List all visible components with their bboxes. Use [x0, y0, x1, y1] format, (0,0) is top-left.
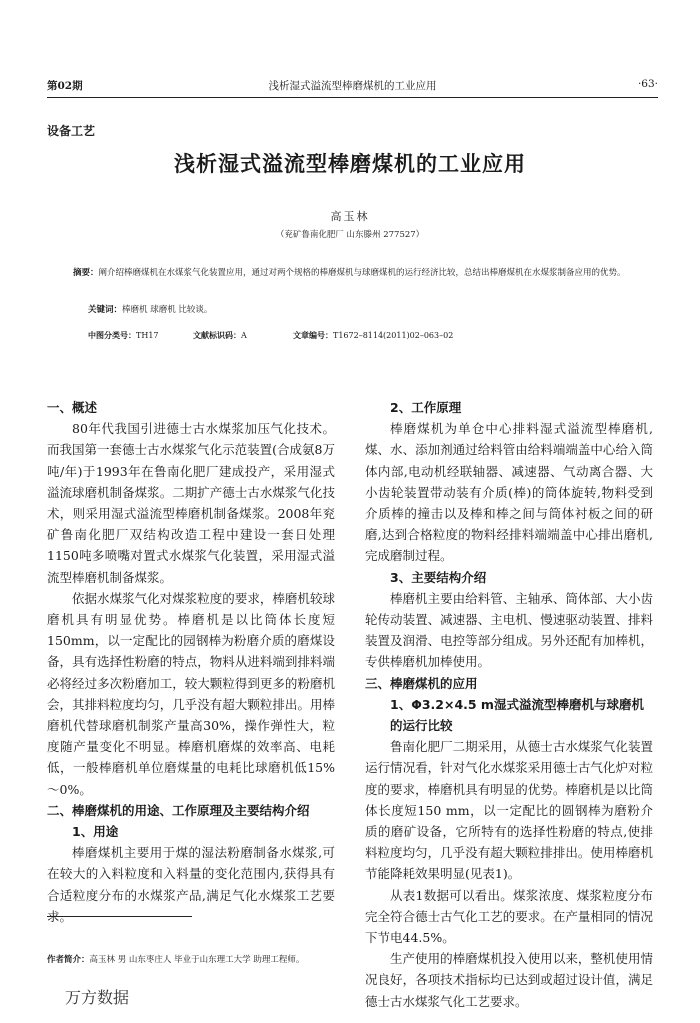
- article-number-field: [293, 330, 453, 341]
- abstract-label: 摘要：: [73, 268, 99, 278]
- body-paragraph: 80年代我国引进德士古水煤浆加压气化技术。而我国第一套德士古水煤浆气化示范装置(合成氨8万吨/年)于1993年在鲁南化肥厂建成投产，采用湿式溢流球磨机制备煤浆。二期扩产德士古水煤浆气化技术，则采用湿式溢流型棒磨机制备煤浆。2008年兖矿鲁南化肥厂双结构改造工程中建设一套日处理1150吨多喷嘴对置式水煤浆气化装置，采用湿式溢流型棒磨机制备煤浆。: [47, 421, 335, 585]
- doc-code-value: A: [241, 331, 247, 340]
- abstract: [73, 265, 639, 282]
- author-name: 高玉林: [330, 210, 370, 223]
- right-column: [365, 397, 653, 1012]
- article-number-value: T1672–8114(2011)02–063–02: [333, 331, 454, 340]
- section-heading: 1、用途: [72, 824, 119, 840]
- article-number-label: 文章编号：: [293, 330, 333, 340]
- section-heading: 2、工作原理: [390, 400, 462, 415]
- keywords-label: 关键词：: [88, 305, 123, 315]
- article-title: 浅析湿式溢流型棒磨煤机的工业应用: [174, 152, 526, 176]
- section-heading: 一、概述: [47, 400, 98, 415]
- left-column: [47, 397, 335, 927]
- body-paragraph: 棒磨机主要由给料管、主轴承、筒体部、大小齿轮传动装置、减速器、主电机、慢速驱动装置、排料装置及润滑、电控等部分组成。另外还配有加棒机，专供棒磨机加棒使用。: [365, 590, 653, 670]
- header-rule: [47, 97, 658, 98]
- section-heading: 1、Φ3.2×4.5 m湿式溢流型棒磨机与球磨机的运行比较: [390, 696, 644, 734]
- body-paragraph: 从表1数据可以看出。煤浆浓度、煤浆粒度分布完全符合德士古气化工艺的要求。在产量相同的情况下节电44.5%。: [365, 887, 653, 946]
- running-title: 浅析湿式溢流型棒磨煤机的工业应用: [268, 80, 437, 92]
- section-heading: 三、棒磨煤机的应用: [365, 675, 478, 691]
- footnote-label: 作者简介：: [47, 955, 90, 965]
- footnote-rule: [47, 916, 192, 917]
- body-paragraph: 生产使用的棒磨煤机投入使用以来，整机使用情况良好，各项技术指标均已达到或超过设计值，满足德士古水煤浆气化工艺要求。: [365, 951, 653, 1009]
- abstract-text: 阐介绍棒磨煤机在水煤浆气化装置应用，通过对两个规格的棒磨煤机与球磨煤机的运行经济比较，总结出棒磨煤机在水煤浆制备应用的优势。: [98, 268, 626, 278]
- clc-value: TH17: [136, 331, 159, 340]
- doc-code-field: [193, 330, 247, 341]
- section-heading: 3、主要结构介绍: [390, 569, 487, 585]
- running-header: [47, 78, 658, 96]
- clc-label: 中图分类号：: [88, 330, 136, 340]
- section-heading: 二、棒磨煤机的用途、工作原理及主要结构介绍: [47, 802, 310, 818]
- watermark: 万方数据: [65, 988, 130, 1007]
- footnote-text: 高玉林 男 山东枣庄人 毕业于山东理工大学 助理工程师。: [89, 955, 305, 965]
- section-tag: 设备工艺: [47, 124, 96, 138]
- body-paragraph: 依据水煤浆气化对煤浆粒度的要求，棒磨机较球磨机具有明显优势。棒磨机是以比筒体长度短150mm，以一定配比的园钢棒为粉磨介质的磨煤设备，具有选择性粉磨的特点，物料从进料端到排料端必将经过多次粉磨加工，较大颗粒得到更多的粉磨机会，其排料粒度均匀，几乎没有超大颗粒排出。用棒磨机代替球磨机制浆产量高30%，操作弹性大，粒度随产量变化不明显。棒磨机磨煤的效率高、电耗低，一般棒磨机单位磨煤量的电耗比球磨机低15%～0%。: [47, 590, 335, 797]
- author-footnote: [47, 953, 304, 965]
- page-number: ·63·: [637, 78, 658, 90]
- body-paragraph: 棒磨煤机主要用于煤的湿法粉磨制备水煤浆,可在较大的入料粒度和入料量的变化范围内,获得具有合适粒度分布的水煤浆产品,满足气化水煤浆工艺要求。: [47, 845, 335, 924]
- clc-field: [88, 330, 159, 341]
- keywords: [88, 303, 212, 315]
- doc-code-label: 文献标识码：: [193, 330, 241, 340]
- issue-number: 第02期: [47, 80, 83, 92]
- body-paragraph: 棒磨煤机为单仓中心排料湿式溢流型棒磨机,煤、水、添加剂通过给料管由给料端端盖中心给入筒体内部,电动机经联轴器、减速器、气动离合器、大小齿轮装置带动装有介质(棒)的筒体旋转,物料受到介质棒的撞击以及棒和棒之间与筒体衬板之间的研磨,达到合格粒度的物料经排料端端盖中心排出磨机,完成磨制过程。: [365, 421, 653, 564]
- body-paragraph: 鲁南化肥厂二期采用，从德士古水煤浆气化装置运行情况看，针对气化水煤浆采用德士古气化炉对粒度的要求，棒磨机具有明显的优势。棒磨机是以比筒体长度短150 mm，以一定配比的圆钢棒为磨粉介质的磨矿设备，它所特有的选择性粉磨的特点,使排料粒度均匀，几乎没有超大颗粒排排出。使用棒磨机节能降耗效果明显(见表1)。: [365, 739, 653, 882]
- author-affiliation: （兖矿鲁南化肥厂 山东滕州 277527）: [275, 230, 425, 240]
- keywords-text: 棒磨机 球磨机 比较谈。: [122, 305, 213, 315]
